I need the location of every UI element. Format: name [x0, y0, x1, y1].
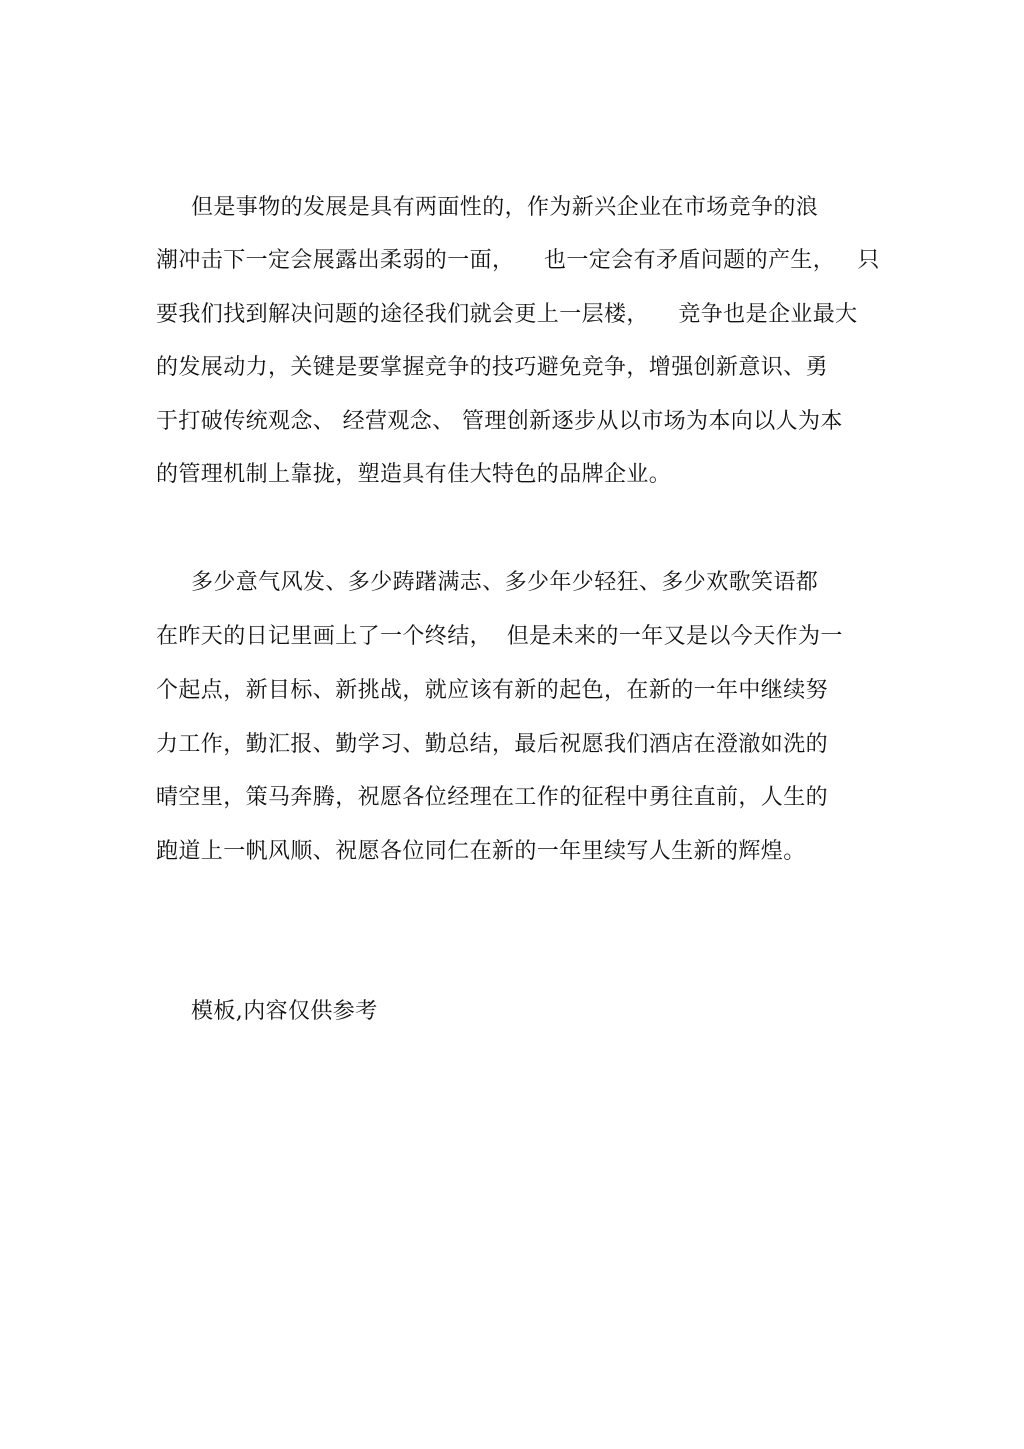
- footer-note: 模板,内容仅供参考: [191, 999, 378, 1024]
- paragraph-line: 晴空里，策马奔腾，祝愿各位经理在工作的征程中勇往直前，人生的: [156, 785, 829, 810]
- paragraph-line: 个起点，新目标、新挑战，就应该有新的起色，在新的一年中继续努: [156, 678, 829, 703]
- paragraph-line: 力工作，勤汇报、勤学习、勤总结，最后祝愿我们酒店在澄澈如洗的: [156, 732, 829, 757]
- paragraph-line: 潮冲击下一定会展露出柔弱的一面， 也一定会有矛盾问题的产生， 只: [156, 248, 880, 273]
- paragraph-line: 但是事物的发展是具有两面性的，作为新兴企业在市场竞争的浪: [191, 195, 819, 220]
- paragraph-line: 于打破传统观念、 经营观念、 管理创新逐步从以市场为本向以人为本: [156, 409, 843, 434]
- paragraph-line: 的管理机制上靠拢，塑造具有佳大特色的品牌企业。: [156, 462, 672, 487]
- paragraph-line: 要我们找到解决问题的途径我们就会更上一层楼， 竞争也是企业最大: [156, 302, 858, 327]
- paragraph-line: 在昨天的日记里画上了一个终结， 但是未来的一年又是以今天作为一: [156, 624, 843, 649]
- paragraph-line: 跑道上一帆风顺、祝愿各位同仁在新的一年里续写人生新的辉煌。: [156, 839, 806, 864]
- paragraph-line: 的发展动力，关键是要掌握竞争的技巧避免竞争，增强创新意识、勇: [156, 355, 829, 380]
- paragraph-line: 多少意气风发、多少踌躇满志、多少年少轻狂、多少欢歌笑语都: [191, 570, 819, 595]
